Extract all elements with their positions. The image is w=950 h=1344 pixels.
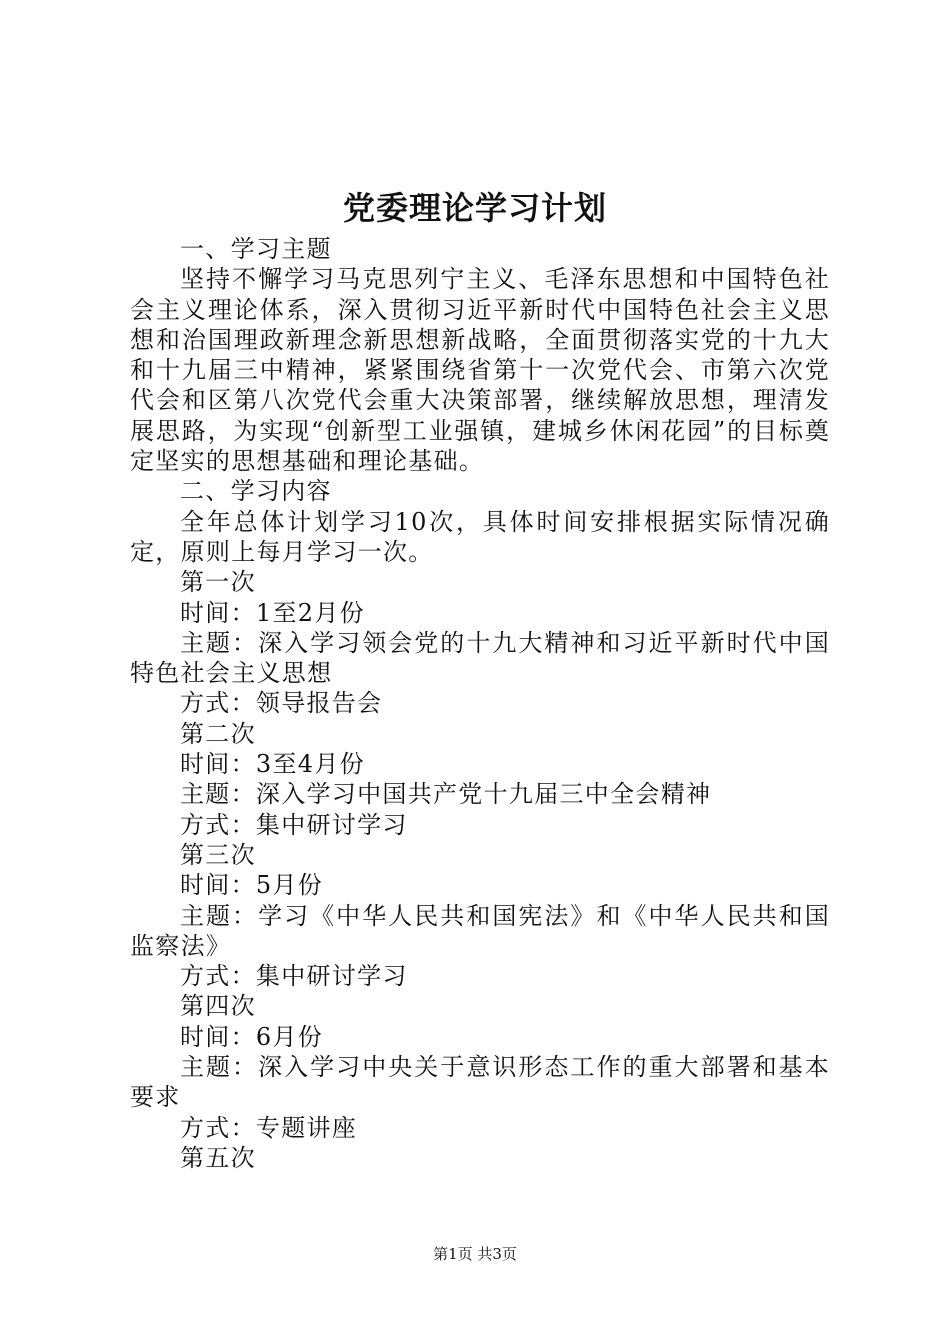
session-4-topic: 主题：深入学习中央关于意识形态工作的重大部署和基本要求	[130, 1053, 830, 1112]
session-3-topic: 主题：学习《中华人民共和国宪法》和《中华人民共和国监察法》	[130, 901, 830, 960]
session-2-topic: 主题：深入学习中国共产党十九届三中全会精神	[180, 780, 712, 809]
session-1-time: 时间：1至2月份	[180, 598, 365, 627]
session-2-heading: 第二次	[180, 719, 256, 748]
paragraph-theme: 坚持不懈学习马克思列宁主义、毛泽东思想和中国特色社会主义理论体系，深入贯彻习近平新时代中国特色社会主义思想和治国理政新理念新思想新战略，全面贯彻落实党的十九大和十九届三中精神，紧紧围绕省第十一次党代会、市第六次党代会和区第八次党代会重大决策部署，继续解放思想，理清发展思路，为实现“创新型工业强镇，建城乡休闲花园”的目标奠定坚实的思想基础和理论基础。	[130, 265, 830, 476]
session-1-heading: 第一次	[180, 568, 256, 597]
section-heading-content: 二、学习内容	[180, 477, 332, 506]
document-body	[130, 234, 830, 1173]
session-4-heading: 第四次	[180, 992, 256, 1021]
session-4-method: 方式：专题讲座	[180, 1113, 358, 1142]
session-4-time: 时间：6月份	[180, 1022, 324, 1051]
session-3-method: 方式：集中研讨学习	[180, 962, 408, 991]
document-title: 党委理论学习计划	[342, 189, 607, 227]
page-number-footer: 第1页 共3页	[433, 1245, 517, 1263]
session-2-method: 方式：集中研讨学习	[180, 810, 408, 839]
paragraph-overview: 全年总体计划学习10次，具体时间安排根据实际情况确定，原则上每月学习一次。	[130, 507, 830, 566]
session-3-time: 时间：5月份	[180, 871, 324, 900]
section-heading-theme: 一、学习主题	[180, 235, 332, 263]
session-2-time: 时间：3至4月份	[180, 750, 365, 779]
session-1-method: 方式：领导报告会	[180, 689, 383, 718]
session-3-heading: 第三次	[180, 840, 256, 869]
session-1-topic: 主题：深入学习领会党的十九大精神和习近平新时代中国特色社会主义思想	[130, 628, 830, 688]
session-5-heading: 第五次	[180, 1143, 256, 1172]
